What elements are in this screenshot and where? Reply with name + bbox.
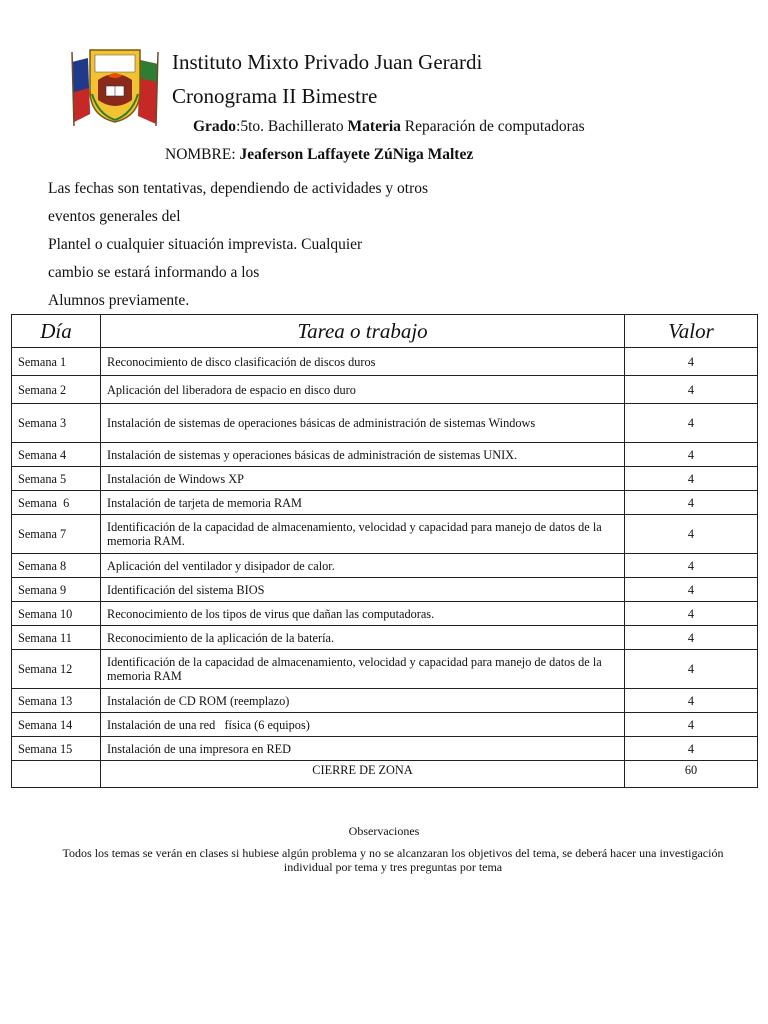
task-cell: Instalación de CD ROM (reemplazo) [101,689,625,713]
day-cell: Semana 10 [12,602,101,626]
grado-label: Grado [193,118,237,135]
value-cell: 4 [625,467,758,491]
table-row [12,467,758,491]
total-label: CIERRE DE ZONA [101,761,625,788]
value-cell: 4 [625,737,758,761]
value-cell: 4 [625,602,758,626]
task-cell: Identificación del sistema BIOS [101,578,625,602]
notice-line: Alumnos previamente. [48,292,190,309]
day-cell: Semana 6 [12,491,101,515]
day-cell: Semana 11 [12,626,101,650]
task-cell: Aplicación del ventilador y disipador de calor. [101,554,625,578]
day-cell: Semana 3 [12,404,101,443]
day-cell: Semana 8 [12,554,101,578]
value-cell: 4 [625,650,758,689]
notice-line: cambio se estará informando a los [48,264,260,281]
value-cell: 4 [625,348,758,376]
header-day: Día [12,315,101,348]
task-cell: Identificación de la capacidad de almacenamiento, velocidad y capacidad para manejo de datos de la memoria RAM [101,650,625,689]
day-cell: Semana 2 [12,376,101,404]
grade-subject-line [193,118,585,136]
table-row [12,443,758,467]
task-cell: Reconocimiento de la aplicación de la batería. [101,626,625,650]
observations-text: Todos los temas se verán en clases si hubiese algún problema y no se alcanzaran los objetivos del tema, se deberá hacer una investigación individual por tema y tres preguntas por tema [62,846,724,874]
notice-line: Plantel o cualquier situación imprevista. Cualquier [48,236,363,253]
student-name-line [165,146,473,164]
table-row [12,626,758,650]
task-cell: Instalación de una red física (6 equipos) [101,713,625,737]
header-task: Tarea o trabajo [101,315,625,348]
day-cell: Semana 9 [12,578,101,602]
schedule-table [11,314,758,788]
day-cell: Semana 14 [12,713,101,737]
value-cell: 4 [625,554,758,578]
header-value: Valor [625,315,758,348]
value-cell: 4 [625,376,758,404]
task-cell: Reconocimiento de disco clasificación de discos duros [101,348,625,376]
value-cell: 4 [625,626,758,650]
empty-day-cell [12,761,101,788]
student-name: Jeaferson Laffayete ZúNiga Maltez [239,146,474,163]
observations-title: Observaciones [348,824,420,838]
task-cell: Instalación de una impresora en RED [101,737,625,761]
total-row [12,761,758,788]
total-value: 60 [625,761,758,788]
nombre-label: NOMBRE: [165,146,236,163]
task-cell: Instalación de Windows XP [101,467,625,491]
value-cell: 4 [625,404,758,443]
materia-label: Materia [347,118,401,135]
table-row [12,713,758,737]
grado-value: :5to. Bachillerato [236,118,344,135]
table-row [12,376,758,404]
table-row [12,578,758,602]
day-cell: Semana 7 [12,515,101,554]
table-row [12,515,758,554]
day-cell: Semana 13 [12,689,101,713]
task-cell: Reconocimiento de los tipos de virus que dañan las computadoras. [101,602,625,626]
notice-paragraph [48,175,428,315]
value-cell: 4 [625,443,758,467]
notice-line: Las fechas son tentativas, dependiendo de actividades y otros [48,180,429,197]
value-cell: 4 [625,689,758,713]
table-row [12,554,758,578]
table-row [12,491,758,515]
task-cell: Instalación de sistemas y operaciones básicas de administración de sistemas UNIX. [101,443,625,467]
day-cell: Semana 15 [12,737,101,761]
table-row [12,650,758,689]
table-row [12,602,758,626]
task-cell: Aplicación del liberadora de espacio en disco duro [101,376,625,404]
value-cell: 4 [625,578,758,602]
table-row [12,689,758,713]
materia-value: Reparación de computadoras [404,118,585,135]
task-cell: Instalación de tarjeta de memoria RAM [101,491,625,515]
value-cell: 4 [625,491,758,515]
table-row [12,348,758,376]
day-cell: Semana 1 [12,348,101,376]
day-cell: Semana 4 [12,443,101,467]
table-row [12,404,758,443]
day-cell: Semana 5 [12,467,101,491]
school-name: Instituto Mixto Privado Juan Gerardi [172,50,483,74]
task-cell: Instalación de sistemas de operaciones básicas de administración de sistemas Windows [101,404,625,443]
value-cell: 4 [625,515,758,554]
table-row [12,737,758,761]
notice-line: eventos generales del [48,208,181,225]
task-cell: Identificación de la capacidad de almacenamiento, velocidad y capacidad para manejo de datos de la memoria RAM. [101,515,625,554]
document-subtitle: Cronograma II Bimestre [172,84,378,108]
value-cell: 4 [625,713,758,737]
day-cell: Semana 12 [12,650,101,689]
school-crest-logo [68,42,162,128]
